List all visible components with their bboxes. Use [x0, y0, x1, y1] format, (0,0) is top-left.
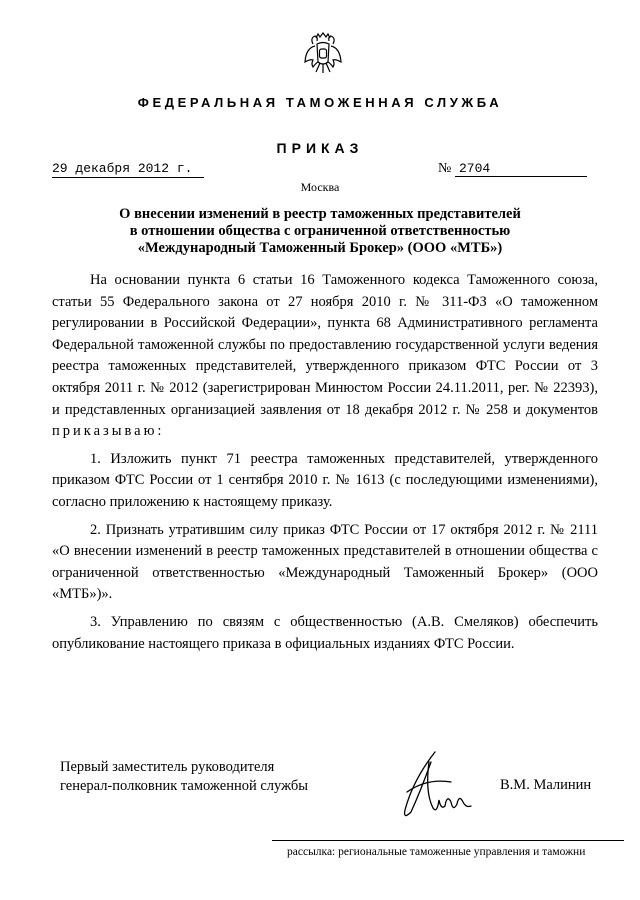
- order-item-2: 2. Признать утратившим силу приказ ФТС России от 17 октября 2012 г. № 2111 «О внесении изменений в реестр таможенных представителей в отношении общества с ограниченной ответственностью «Международный Таможенный Брокер» (ООО «МТБ»)».: [52, 521, 598, 603]
- handwritten-signature: [395, 748, 475, 826]
- order-word: приказываю:: [52, 423, 165, 440]
- signatory-position-line-1: Первый заместитель руководителя: [60, 759, 275, 775]
- signatory-position: [60, 758, 308, 796]
- distribution-list: рассылка: региональные таможенные управления и таможни: [287, 846, 586, 858]
- document-type-title: ПРИКАЗ: [276, 140, 364, 156]
- subject-line-1: О внесении изменений в реестр таможенных представителей: [119, 206, 521, 222]
- subject-line-3: «Международный Таможенный Брокер» (ООО «МТБ»): [137, 240, 503, 256]
- subject-line-2: в отношении общества с ограниченной ответственностью: [129, 223, 511, 239]
- order-item-3: 3. Управлению по связям с общественностью (А.В. Смеляков) обеспечить опубликование настоящего приказа в официальных изданиях ФТС России.: [52, 613, 598, 652]
- order-item-1: 1. Изложить пункт 71 реестра таможенных представителей, утвержденного приказом ФТС России от 1 сентября 2010 г. № 1613 (с последующими изменениями), согласно приложению к настоящему приказу.: [52, 450, 598, 510]
- preamble-text: На основании пункта 6 статьи 16 Таможенного кодекса Таможенного союза, статьи 55 Федерального закона от 27 ноября 2010 г. № 311-ФЗ «О таможенном регулировании в Российской Федерации», пункта 68 Административного регламента Федеральной таможенной службы по предоставлению государственной услуги ведения реестра таможенных представителей, утвержденного приказом ФТС России от 3 октября 2011 г. № 2012 (зарегистрирован Минюстом России 24.11.2011, рег. № 22393), и представленных организацией заявления от 18 декабря 2012 г. № 258 и документов: [52, 272, 598, 418]
- order-number-label: №: [438, 161, 452, 176]
- double-headed-eagle-emblem: [303, 30, 343, 80]
- signatory-position-line-2: генерал-полковник таможенной службы: [60, 778, 309, 794]
- order-number: 2704: [455, 160, 587, 177]
- order-subject: [70, 206, 570, 257]
- order-date: 29 декабря 2012 г.: [52, 160, 204, 178]
- signatory-name: В.М. Малинин: [500, 777, 592, 793]
- issue-city: Москва: [300, 180, 340, 194]
- preamble-paragraph: [52, 270, 598, 443]
- order-body: [52, 270, 598, 655]
- agency-name: ФЕДЕРАЛЬНАЯ ТАМОЖЕННАЯ СЛУЖБА: [137, 95, 503, 110]
- distribution-divider: [272, 840, 624, 841]
